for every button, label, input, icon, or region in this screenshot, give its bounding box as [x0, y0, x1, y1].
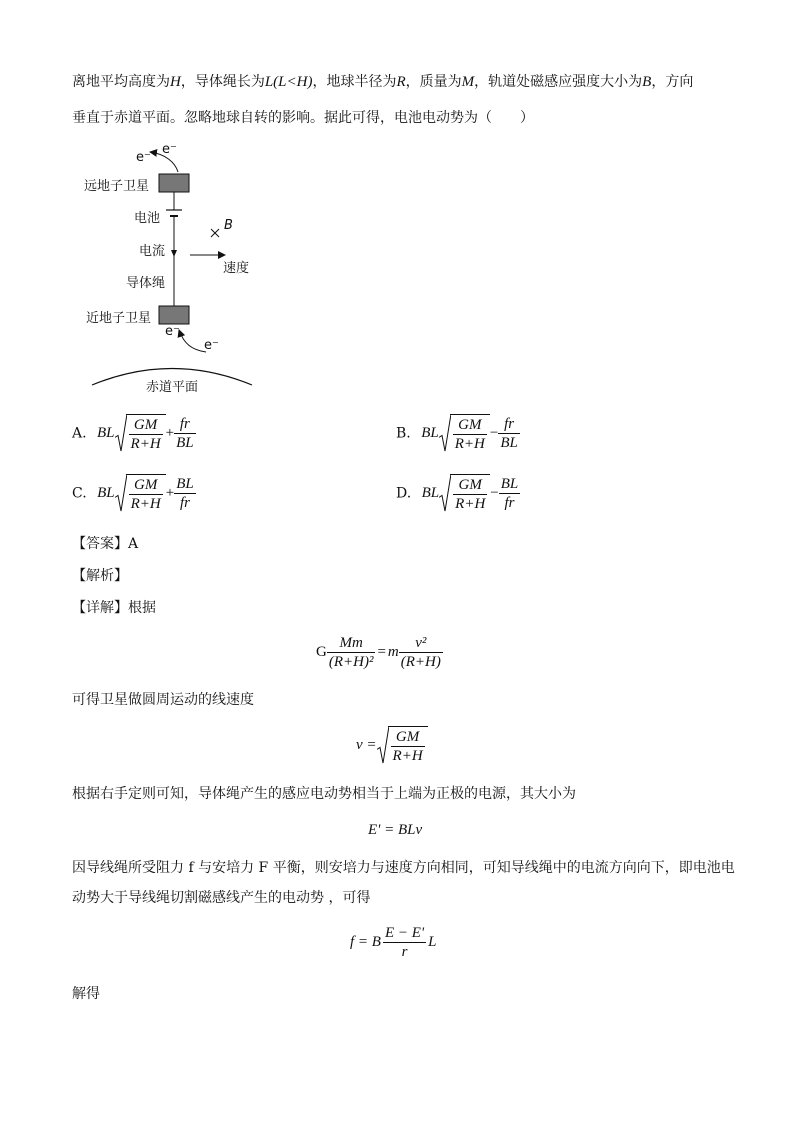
text-force-balance-1: 因导线绳所受阻力 f 与安培力 F 平衡，则安培力与速度方向相同，可知导线绳中的电流方向向下，即电池电 [72, 860, 735, 876]
var-r: R [396, 74, 406, 90]
stem-text: ，地球半径为 [312, 74, 397, 90]
option-a [72, 414, 196, 453]
option-sign: − [490, 485, 499, 501]
velocity-label: 速度 [223, 261, 250, 276]
near-satellite-label: 近地子卫星 [86, 311, 152, 326]
equation-velocity: v = $\frac{GM}{R+H}$ [356, 726, 428, 765]
far-satellite-label: 远地子卫星 [84, 179, 150, 194]
option-letter: B. [396, 425, 411, 442]
tether-label: 导体绳 [126, 276, 166, 291]
option-letter: D. [396, 485, 412, 502]
option-prefix: BL [421, 425, 439, 441]
stem-text: ，方向 [651, 74, 694, 90]
near-satellite-box [159, 306, 189, 324]
answer-line [72, 532, 138, 556]
option-c [72, 474, 196, 513]
electron-label: e⁻ [165, 324, 180, 339]
option-fraction: $\frac{fr}{BL}$ [500, 416, 518, 451]
analysis-label: 【解析】 [72, 568, 128, 584]
option-fraction: $\frac{BL}{fr}$ [500, 476, 519, 511]
var-h: H [170, 74, 181, 90]
sqrt-expression: $\frac{GM}{R+H}$ [115, 474, 166, 513]
sqrt-expression: $\frac{GM}{R+H}$ [439, 414, 490, 453]
field-label: B [224, 218, 233, 233]
option-fraction: $\frac{BL}{fr}$ [176, 476, 194, 511]
battery-label: 电池 [134, 211, 161, 226]
option-letter: A. [72, 425, 87, 442]
current-label: 电流 [139, 244, 166, 259]
option-fraction: $\frac{fr}{BL}$ [176, 416, 194, 451]
electron-label: e⁻ [136, 150, 151, 165]
var-m: M [461, 74, 475, 90]
option-prefix: BL [97, 485, 115, 501]
option-b [396, 414, 520, 453]
option-prefix: BL [421, 485, 440, 501]
equator-label: 赤道平面 [146, 380, 199, 395]
equation-emf: E' = BLv [368, 822, 423, 838]
eq-fraction: $\frac{Mm}{\text{(R+H)²}}$ [328, 635, 374, 670]
detail-intro: 根据 [128, 600, 156, 616]
stem-text: ，导体绳长为 [180, 74, 265, 90]
question-line-1 [72, 70, 693, 94]
text-velocity: 可得卫星做圆周运动的线速度 [72, 692, 254, 708]
question-line-2: 垂直于赤道平面。忽略地球自转的影响。据此可得，电池电动势为（ ） [72, 110, 534, 126]
electron-label: e⁻ [162, 142, 177, 157]
option-d [396, 474, 520, 513]
text-right-hand-rule: 根据右手定则可知，导体绳产生的感应电动势相当于上端为正极的电源，其大小为 [72, 786, 576, 802]
far-satellite-box [159, 174, 189, 192]
option-sign: − [489, 425, 499, 441]
answer-label: 【答案】 [72, 536, 128, 552]
option-letter: C. [72, 485, 87, 502]
eq-fraction: $\frac{E - E'}{r}$ [384, 925, 425, 960]
equation-force: f = B $\frac{E - E'}{r}$ L [350, 925, 437, 960]
detail-label: 【详解】 [72, 600, 128, 616]
sqrt-expression: $\frac{GM}{R+H}$ [439, 474, 490, 513]
option-prefix: BL [97, 425, 115, 441]
text-force-balance-2: 动势大于导线绳切割磁感线产生的电动势 ，可得 [72, 890, 371, 906]
electron-label: e⁻ [204, 338, 219, 353]
sqrt-expression: $\frac{GM}{R+H}$ [115, 414, 166, 453]
answer-value: A [128, 536, 139, 552]
var-b: B [642, 74, 652, 90]
equation-gravity: G $\frac{Mm}{\text{(R+H)²}}$ = m $\frac{\text{v²}}{(R+H)}$ [316, 635, 441, 670]
current-arrow [171, 250, 177, 257]
electron-arrow-bottom [179, 330, 206, 352]
option-sign: + [165, 425, 175, 441]
text-solve: 解得 [72, 986, 100, 1002]
sqrt-expression: $\frac{GM}{R+H}$ [377, 726, 428, 765]
stem-text: ，质量为 [405, 74, 462, 90]
stem-text: ，轨道处磁感应强度大小为 [474, 74, 643, 90]
length-expression: L(L<H) [264, 74, 313, 90]
option-sign: + [165, 485, 175, 501]
detail-line [72, 596, 156, 620]
stem-text: 离地平均高度为 [72, 74, 170, 90]
eq-fraction: $\frac{\text{v²}}{(R+H)}$ [400, 635, 441, 670]
